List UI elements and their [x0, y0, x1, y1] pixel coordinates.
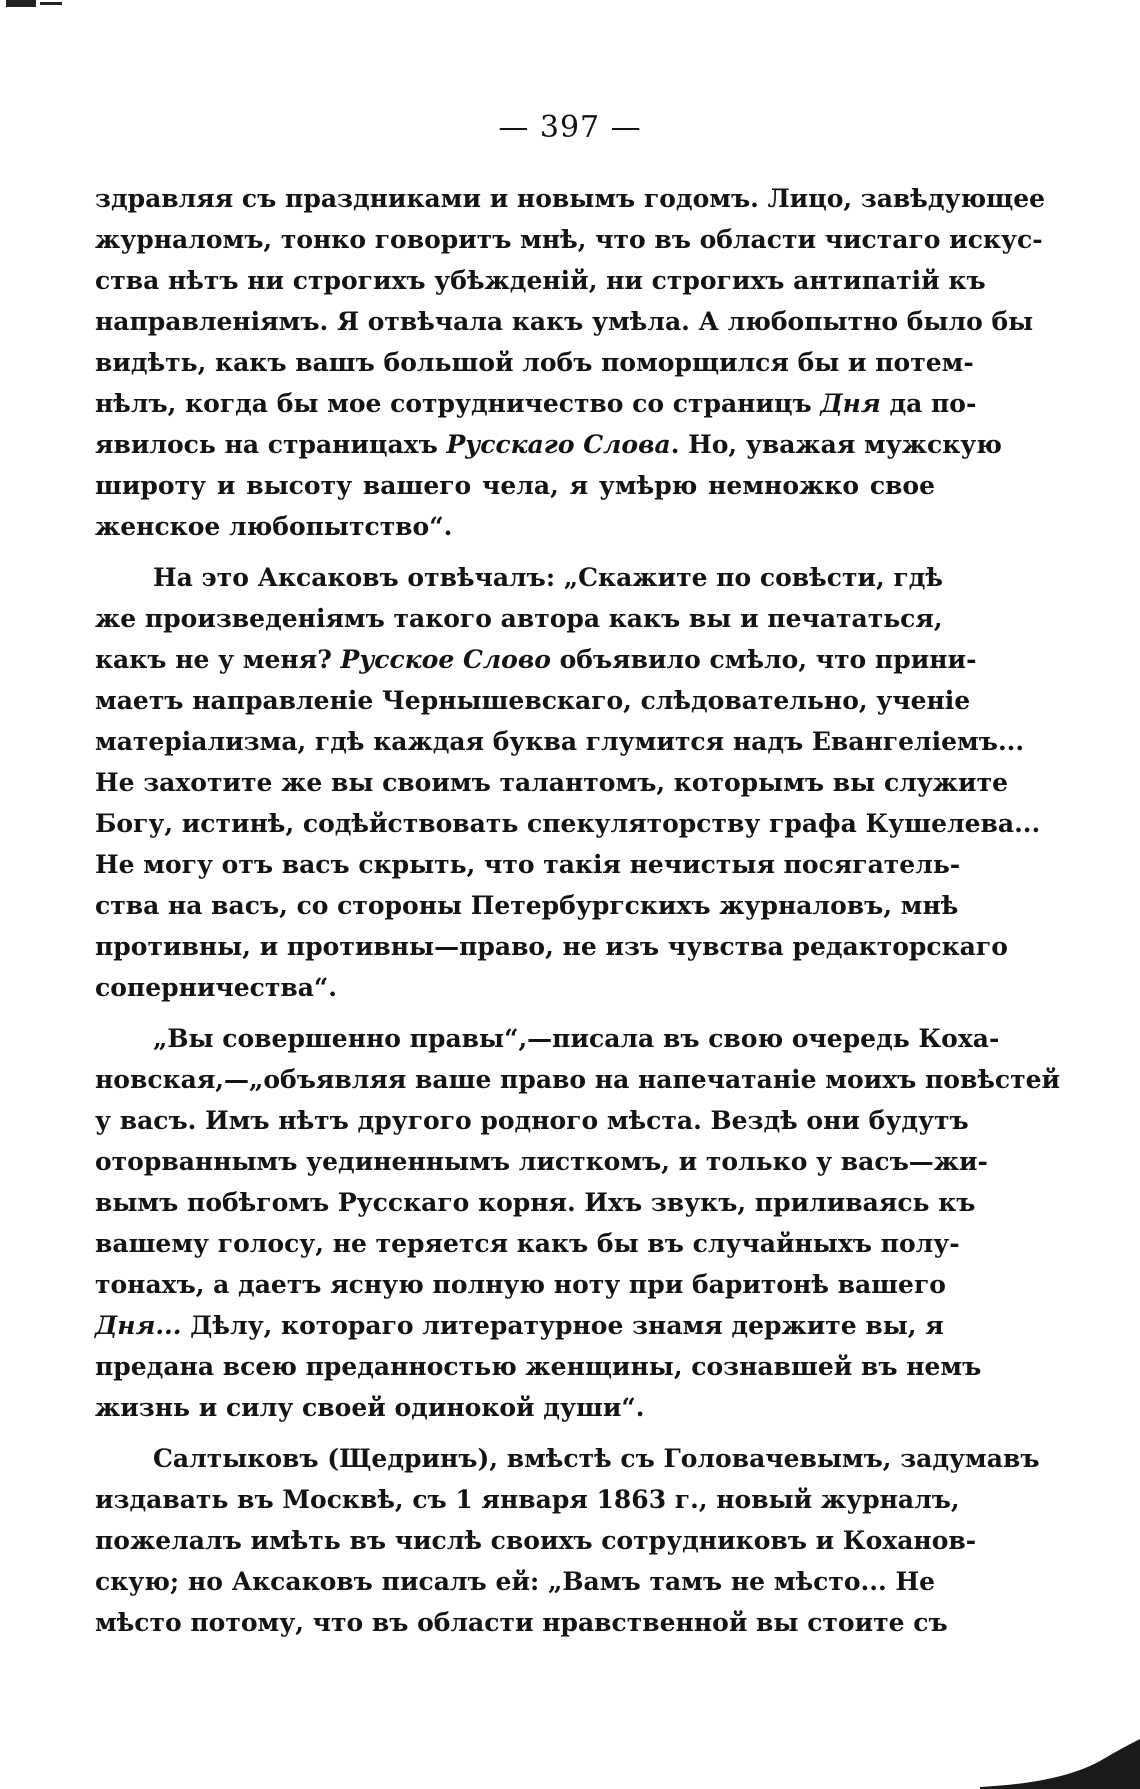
text-line — [95, 1018, 1000, 1059]
text-run: скую; но Аксаковъ писалъ ей: „Вамъ тамъ не мѣсто... Не — [95, 1567, 935, 1596]
text-run: какъ не у меня? — [95, 645, 341, 674]
text-run: оторваннымъ уединеннымъ листкомъ, и только у васъ—жи- — [95, 1147, 988, 1176]
text-line — [95, 342, 974, 383]
text-run: Салтыковъ (Щедринъ), вмѣстѣ съ Головачевымъ, задумавъ — [153, 1444, 1040, 1473]
text-line — [95, 1602, 948, 1643]
text-line — [95, 1387, 935, 1428]
scan-artifact-top-left — [6, 0, 36, 7]
text-run: маетъ направленіе Чернышевскаго, слѣдовательно, ученіе — [95, 686, 971, 715]
italic-title: Русскаго Слова — [446, 430, 671, 459]
text-run: журналомъ, тонко говоритъ мнѣ, что въ области чистаго искус- — [95, 225, 1043, 254]
text-run: соперничества“. — [95, 973, 337, 1002]
text-run: Не могу отъ васъ скрыть, что такія нечистыя посягатель- — [95, 850, 961, 879]
text-line — [95, 301, 1034, 342]
text-run: предана всею преданностью женщины, сознавшей въ немъ — [95, 1352, 982, 1381]
italic-title: Дня... — [95, 1311, 182, 1340]
text-run: направленіямъ. Я отвѣчала какъ умѣла. А любопытно было бы — [95, 307, 1034, 336]
text-run: жизнь и силу своей одинокой души“. — [95, 1393, 645, 1422]
text-line — [95, 680, 971, 721]
text-run: издавать въ Москвѣ, съ 1 января 1863 г., новый журналъ, — [95, 1485, 960, 1514]
paragraph — [95, 178, 1046, 547]
text-line — [95, 885, 959, 926]
text-run: Дѣлу, котораго литературное знамя держите вы, я — [181, 1311, 944, 1340]
italic-title: Дня — [820, 389, 881, 418]
paragraph — [95, 557, 1041, 1008]
paragraph — [95, 1018, 1061, 1428]
text-line — [95, 762, 1008, 803]
paragraph — [95, 1438, 1040, 1643]
text-run: Не захотите же вы своимъ талантомъ, которымъ вы служите — [95, 768, 1008, 797]
text-run: тонахъ, а даетъ ясную полную ноту при баритонѣ вашего — [95, 1270, 946, 1299]
text-line — [95, 424, 1002, 465]
text-run: нѣлъ, когда бы мое сотрудничество со страницъ — [95, 389, 821, 418]
text-line — [95, 1305, 944, 1346]
body-text — [95, 178, 1061, 1643]
text-line — [95, 598, 943, 639]
text-run: мѣсто потому, что въ области нравственной вы стоите съ — [95, 1608, 948, 1637]
text-run: да по- — [880, 389, 977, 418]
text-line — [95, 1264, 946, 1305]
text-line — [95, 844, 961, 885]
text-line — [95, 178, 1046, 219]
text-line — [95, 260, 986, 301]
text-run: женское любопытство“. — [95, 512, 453, 541]
text-run: у васъ. Имъ нѣтъ другого родного мѣста. Вездѣ они будутъ — [95, 1106, 969, 1135]
text-run: . Но, уважая мужскую — [670, 430, 1002, 459]
text-run: здравляя съ праздниками и новымъ годомъ. Лицо, завѣдующее — [95, 184, 1046, 213]
text-line — [95, 1223, 960, 1264]
text-line — [95, 1141, 988, 1182]
text-run: ства на васъ, со стороны Петербургскихъ журналовъ, мнѣ — [95, 891, 959, 920]
text-run: широту и высоту вашего чела, я умѣрю немножко свое — [95, 471, 935, 500]
text-run: новская,—„объявляя ваше право на напечатаніе моихъ повѣстей — [95, 1065, 1061, 1094]
text-line — [95, 639, 977, 680]
text-line — [95, 1059, 1061, 1100]
text-run: же произведеніямъ такого автора какъ вы и печататься, — [95, 604, 943, 633]
text-line — [95, 1479, 960, 1520]
text-line — [95, 383, 977, 424]
page-corner-shadow — [980, 1739, 1140, 1789]
text-line — [95, 1520, 977, 1561]
text-line — [95, 803, 1041, 844]
scan-artifact-top-left-2 — [40, 2, 62, 5]
text-line — [95, 1100, 969, 1141]
text-line — [95, 219, 1043, 260]
text-line — [95, 506, 935, 547]
text-run: На это Аксаковъ отвѣчалъ: „Скажите по совѣсти, гдѣ — [153, 563, 943, 592]
text-run: видѣть, какъ вашъ большой лобъ поморщился бы и потем- — [95, 348, 974, 377]
text-line — [95, 1346, 982, 1387]
text-line — [95, 926, 1008, 967]
page-number: — 397 — — [498, 110, 642, 145]
text-run: явилось на страницахъ — [95, 430, 447, 459]
text-line — [95, 967, 935, 1008]
text-line — [95, 1561, 935, 1602]
text-run: противны, и противны—право, не изъ чувства редакторскаго — [95, 932, 1008, 961]
text-run: Богу, истинѣ, содѣйствовать спекуляторству графа Кушелева... — [95, 809, 1041, 838]
text-line — [95, 721, 1025, 762]
text-run: вашему голосу, не теряется какъ бы въ случайныхъ полу- — [95, 1229, 960, 1258]
italic-title: Русское Слово — [340, 645, 551, 674]
text-run: вымъ побѣгомъ Русскаго корня. Ихъ звукъ, приливаясь къ — [95, 1188, 976, 1217]
text-line — [95, 1438, 1040, 1479]
text-line — [95, 1182, 976, 1223]
text-run: ства нѣтъ ни строгихъ убѣжденій, ни строгихъ антипатій къ — [95, 266, 986, 295]
text-line — [95, 557, 943, 598]
text-run: „Вы совершенно правы“,—писала въ свою очередь Коха- — [153, 1024, 1000, 1053]
text-run: объявило смѣло, что прини- — [550, 645, 977, 674]
text-run: пожелалъ имѣть въ числѣ своихъ сотрудниковъ и Коханов- — [95, 1526, 977, 1555]
text-run: матеріализма, гдѣ каждая буква глумится надъ Евангеліемъ... — [95, 727, 1025, 756]
text-line — [95, 465, 935, 506]
